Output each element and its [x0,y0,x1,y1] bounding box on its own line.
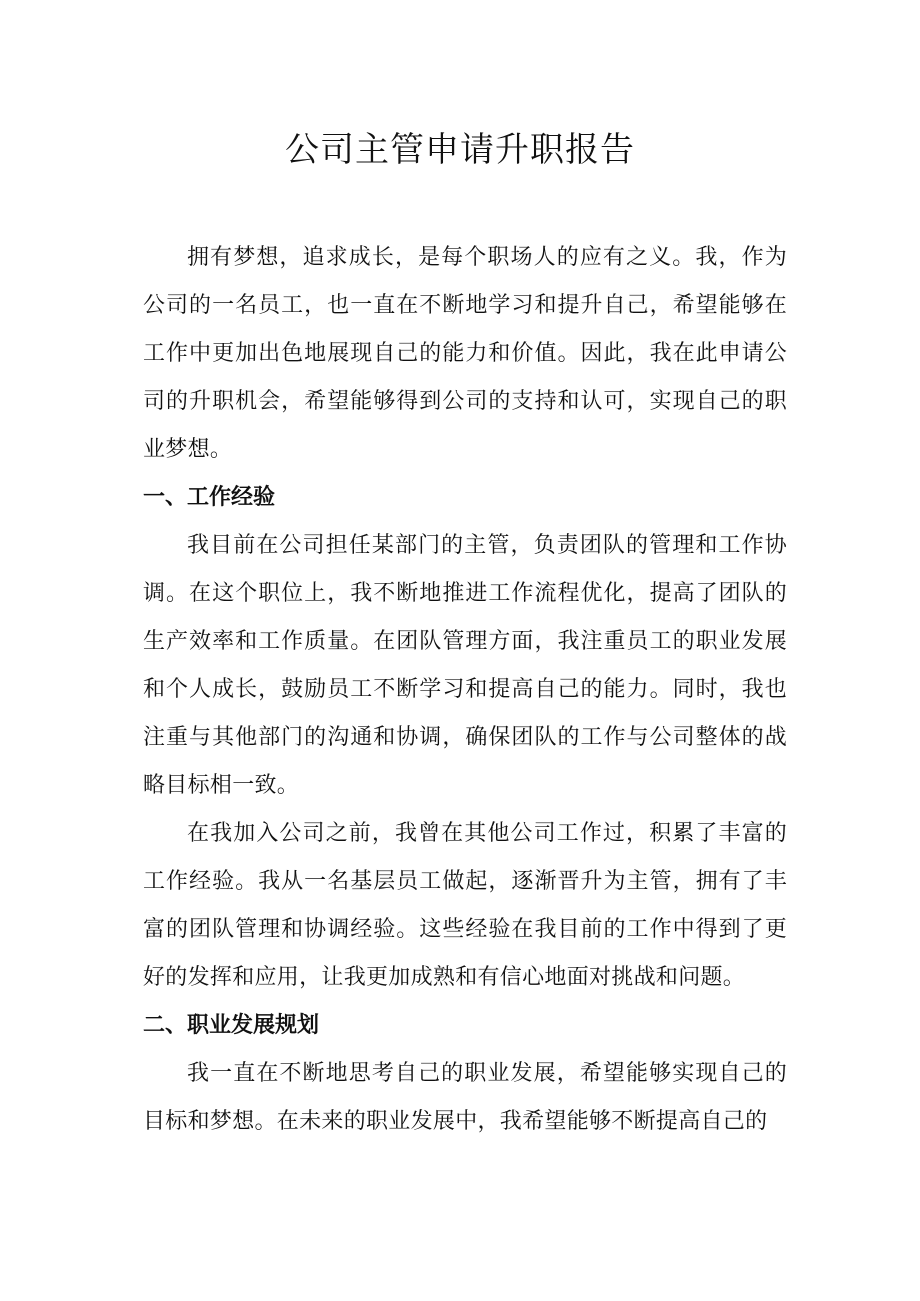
work-experience-paragraph-2: 在我加入公司之前，我曾在其他公司工作过，积累了丰富的工作经验。我从一名基层员工做起，逐渐晋升为主管，拥有了丰富的团队管理和协调经验。这些经验在我目前的工作中得到了更好的发挥和应用，让我更加成熟和有信心地面对挑战和问题。 [143,821,787,990]
section-heading-career-plan: 二、职业发展规划 [143,1013,320,1038]
document-body [143,234,787,1146]
section-heading-work-experience: 一、工作经验 [143,485,276,510]
document-title: 公司主管申请升职报告 [285,130,635,170]
intro-paragraph: 拥有梦想，追求成长，是每个职场人的应有之义。我，作为公司的一名员工，也一直在不断地学习和提升自己，希望能够在工作中更加出色地展现自己的能力和价值。因此，我在此申请公司的升职机会，希望能够得到公司的支持和认可，实现自己的职业梦想。 [143,245,787,462]
work-experience-paragraph-1: 我目前在公司担任某部门的主管，负责团队的管理和工作协调。在这个职位上，我不断地推进工作流程优化，提高了团队的生产效率和工作质量。在团队管理方面，我注重员工的职业发展和个人成长，鼓励员工不断学习和提高自己的能力。同时，我也注重与其他部门的沟通和协调，确保团队的工作与公司整体的战略目标相一致。 [143,533,787,798]
career-plan-paragraph-1: 我一直在不断地思考自己的职业发展，希望能够实现自己的目标和梦想。在未来的职业发展中，我希望能够不断提高自己的 [143,1061,787,1134]
